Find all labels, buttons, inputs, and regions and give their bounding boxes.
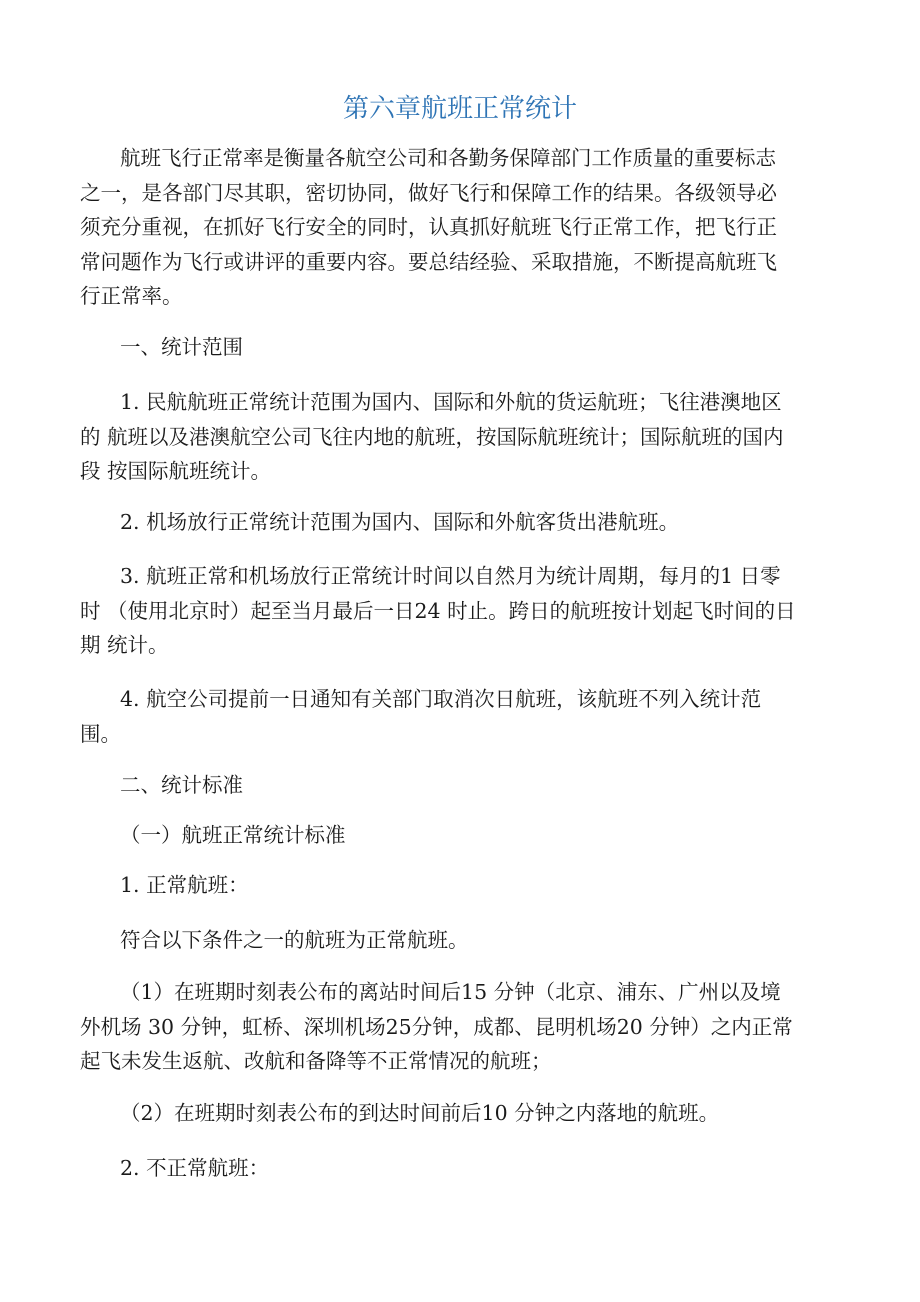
paragraph-line: 3. 航班正常和机场放行正常统计时间以自然月为统计周期，每月的1 日零 <box>120 564 781 588</box>
paragraph-line: 时 （使用北京时）起至当月最后一日24 时止。跨日的航班按计划起飞时间的日 <box>80 598 796 623</box>
paragraph-line: （一）航班正常统计标准 <box>120 823 346 847</box>
paragraph-line: 行正常率。 <box>80 284 183 308</box>
chapter-title: 第六章航班正常统计 <box>342 93 577 123</box>
paragraph-line: 之一，是各部门尽其职，密切协同，做好飞行和保障工作的结果。各级领导必 <box>80 180 777 205</box>
paragraph-line: 段 按国际航班统计。 <box>80 459 272 483</box>
paragraph-line: 一、统计范围 <box>120 335 243 359</box>
paragraph-line: 起飞未发生返航、改航和备降等不正常情况的航班； <box>80 1049 552 1073</box>
paragraph-line: 外机场 30 分钟，虹桥、深圳机场25分钟，成都、昆明机场20 分钟）之内正常 <box>80 1014 793 1039</box>
paragraph-line: 二、统计标准 <box>120 773 243 797</box>
paragraph-line: 1. 正常航班： <box>120 873 249 897</box>
paragraph-line: 期 统计。 <box>80 633 169 657</box>
paragraph-line: （1）在班期时刻表公布的离站时间后15 分钟（北京、浦东、广州以及境 <box>120 980 781 1004</box>
paragraph-line: 2. 机场放行正常统计范围为国内、国际和外航客货出港航班。 <box>120 510 680 534</box>
paragraph-line: 4. 航空公司提前一日通知有关部门取消次日航班，该航班不列入统计范 <box>120 687 762 711</box>
paragraph-line: 须充分重视，在抓好飞行安全的同时，认真抓好航班飞行正常工作，把飞行正 <box>80 215 777 239</box>
paragraph-line: 符合以下条件之一的航班为正常航班。 <box>120 928 469 952</box>
paragraph-line: 围。 <box>80 721 121 746</box>
paragraph-line: 的 航班以及港澳航空公司飞往内地的航班，按国际航班统计；国际航班的国内 <box>80 424 784 449</box>
paragraph-line: 2. 不正常航班： <box>120 1156 270 1180</box>
paragraph-line: （2）在班期时刻表公布的到达时间前后10 分钟之内落地的航班。 <box>120 1101 720 1125</box>
paragraph-line: 1. 民航航班正常统计范围为国内、国际和外航的货运航班；飞往港澳地区 <box>120 390 782 414</box>
paragraph-line: 航班飞行正常率是衡量各航空公司和各勤务保障部门工作质量的重要标志 <box>120 146 776 170</box>
paragraph-line: 常问题作为飞行或讲评的重要内容。要总结经验、采取措施，不断提高航班飞 <box>80 249 777 274</box>
